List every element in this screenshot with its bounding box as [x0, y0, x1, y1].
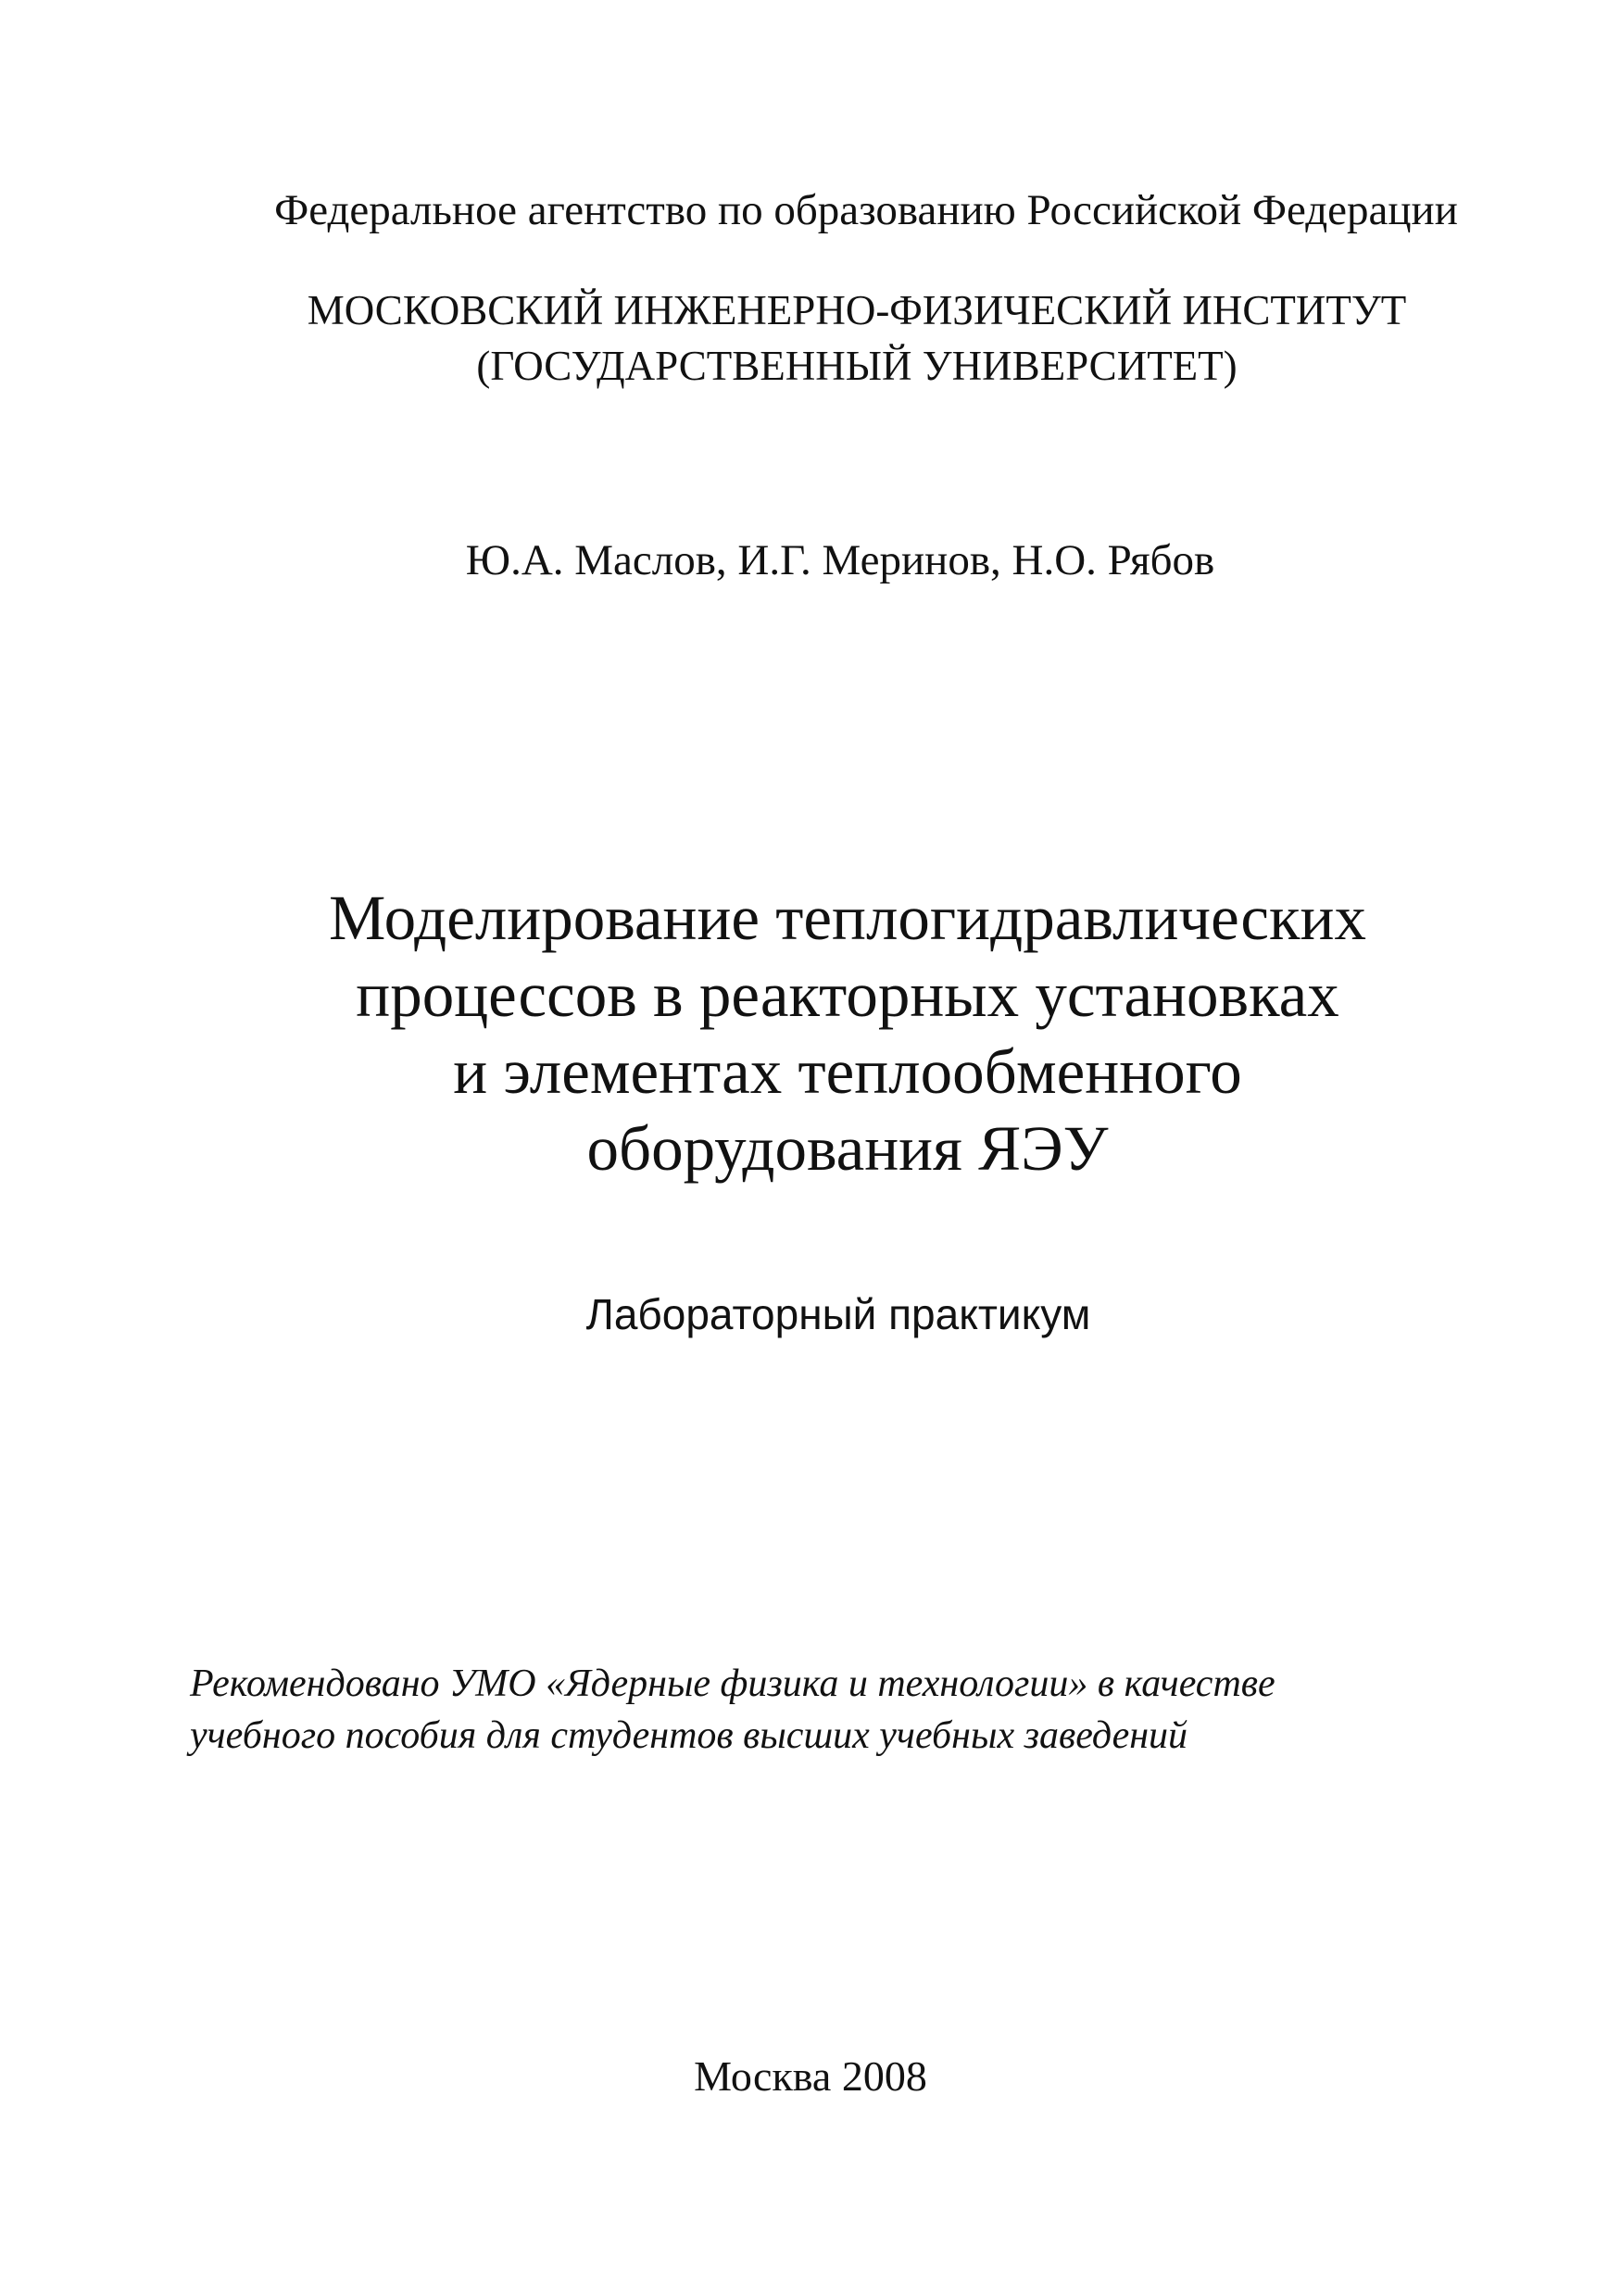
recommendation-note: [190, 1658, 1275, 1762]
title-line-4: оборудования ЯЭУ: [586, 1113, 1109, 1184]
title-line-2: процессов в реакторных установках: [356, 960, 1339, 1030]
book-title: [37, 880, 1621, 1187]
authors: Ю.А. Маслов, И.Г. Меринов, Н.О. Рябов: [465, 536, 1215, 584]
institute-line-2: (ГОСУДАРСТВЕННЫЙ УНИВЕРСИТЕТ): [476, 343, 1238, 389]
institute-name: [46, 282, 1621, 394]
recommendation-line-1: Рекомендовано УМО «Ядерные физика и технологии» в качестве: [190, 1662, 1275, 1705]
title-line-3: и элементах теплообменного: [453, 1036, 1242, 1107]
institute-line-1: МОСКОВСКИЙ ИНЖЕНЕРНО-ФИЗИЧЕСКИЙ ИНСТИТУТ: [307, 287, 1407, 333]
publication-place-year: Москва 2008: [694, 2052, 927, 2100]
book-subtitle: Лабораторный практикум: [585, 1290, 1091, 1338]
title-line-1: Моделирование теплогидравлических: [328, 883, 1366, 953]
recommendation-line-2: учебного пособия для студентов высших учебных заведений: [190, 1714, 1188, 1757]
agency-name: Федеральное агентство по образованию Российской Федерации: [274, 186, 1458, 234]
